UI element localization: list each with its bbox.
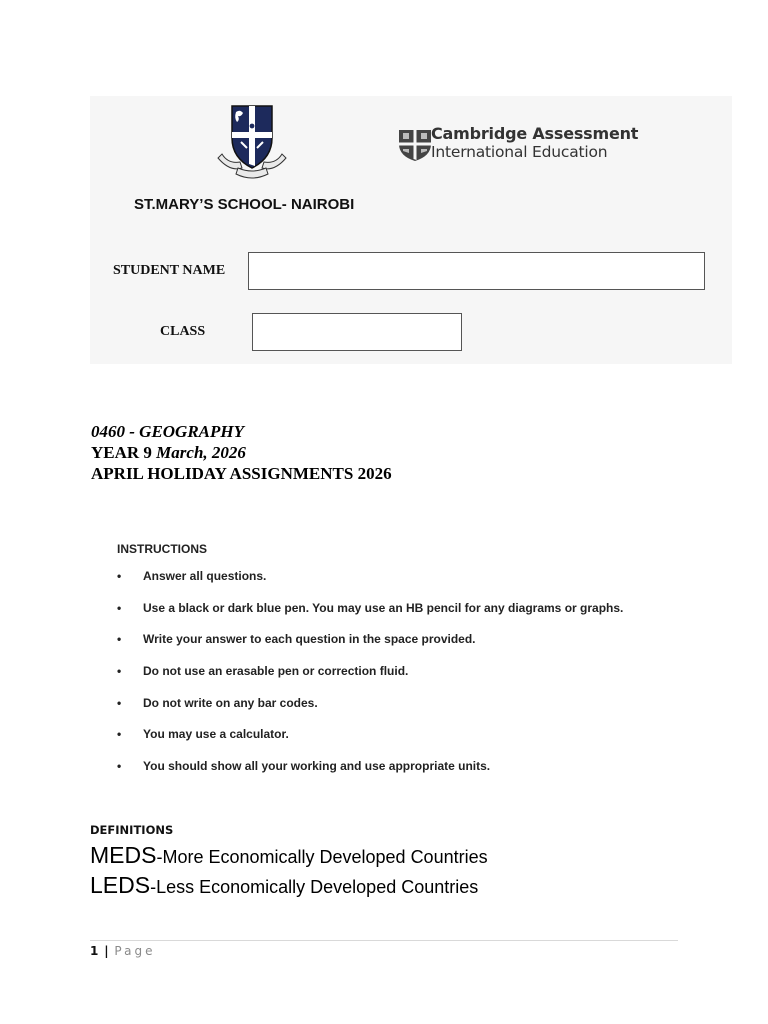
instruction-item: • Use a black or dark blue pen. You may use an HB pencil for any diagrams or graphs.	[117, 600, 624, 615]
cambridge-assessment-name	[431, 124, 638, 162]
school-crest-icon	[210, 102, 294, 186]
cambridge-name-line1: Cambridge Assessment	[431, 124, 639, 143]
instructions-list	[117, 568, 623, 790]
bullet: •	[117, 664, 122, 679]
bullet: •	[117, 727, 122, 742]
definition-leds	[90, 872, 478, 899]
page-word: Page	[114, 944, 156, 958]
definition-term: LEDS	[90, 872, 151, 898]
school-name: ST.MARY’S SCHOOL- NAIROBI	[134, 196, 355, 213]
student-name-label: STUDENT NAME	[113, 263, 226, 278]
class-field[interactable]	[252, 313, 462, 351]
definitions-title: DEFINITIONS	[90, 823, 174, 837]
year-date-line	[91, 442, 392, 463]
student-name-field[interactable]	[248, 252, 705, 290]
page-number: 1	[90, 944, 99, 958]
instruction-item: • Do not use an erasable pen or correction fluid.	[117, 664, 409, 679]
assignment-title: APRIL HOLIDAY ASSIGNMENTS 2026	[91, 464, 392, 483]
bullet: •	[117, 632, 122, 647]
definition-meds	[90, 842, 488, 869]
subject-code: 0460 - GEOGRAPHY	[91, 422, 244, 441]
instruction-item: • Write your answer to each question in the space provided.	[117, 632, 476, 647]
footer-rule	[90, 940, 678, 941]
definition-desc: -Less Economically Developed Countries	[150, 877, 479, 897]
bullet: •	[117, 759, 122, 774]
instructions-title: INSTRUCTIONS	[117, 542, 207, 556]
subject-block	[91, 421, 392, 484]
assignment-date: March, 2026	[156, 443, 246, 462]
class-label: CLASS	[160, 324, 206, 339]
instruction-item: • Answer all questions.	[117, 569, 267, 583]
definition-term: MEDS	[90, 842, 157, 868]
instruction-item: • Do not write on any bar codes.	[117, 695, 318, 710]
cambridge-shield-icon	[397, 128, 433, 162]
bullet: •	[117, 569, 122, 583]
instruction-item: • You should show all your working and use appropriate units.	[117, 759, 491, 774]
year-label: YEAR 9	[91, 443, 152, 462]
page-footer	[90, 944, 155, 958]
instruction-item: • You may use a calculator.	[117, 727, 289, 742]
cambridge-name-line2: International Education	[431, 143, 608, 161]
footer-separator: |	[104, 944, 109, 958]
bullet: •	[117, 695, 122, 710]
bullet: •	[117, 600, 122, 615]
definition-desc: -More Economically Developed Countries	[156, 847, 488, 867]
